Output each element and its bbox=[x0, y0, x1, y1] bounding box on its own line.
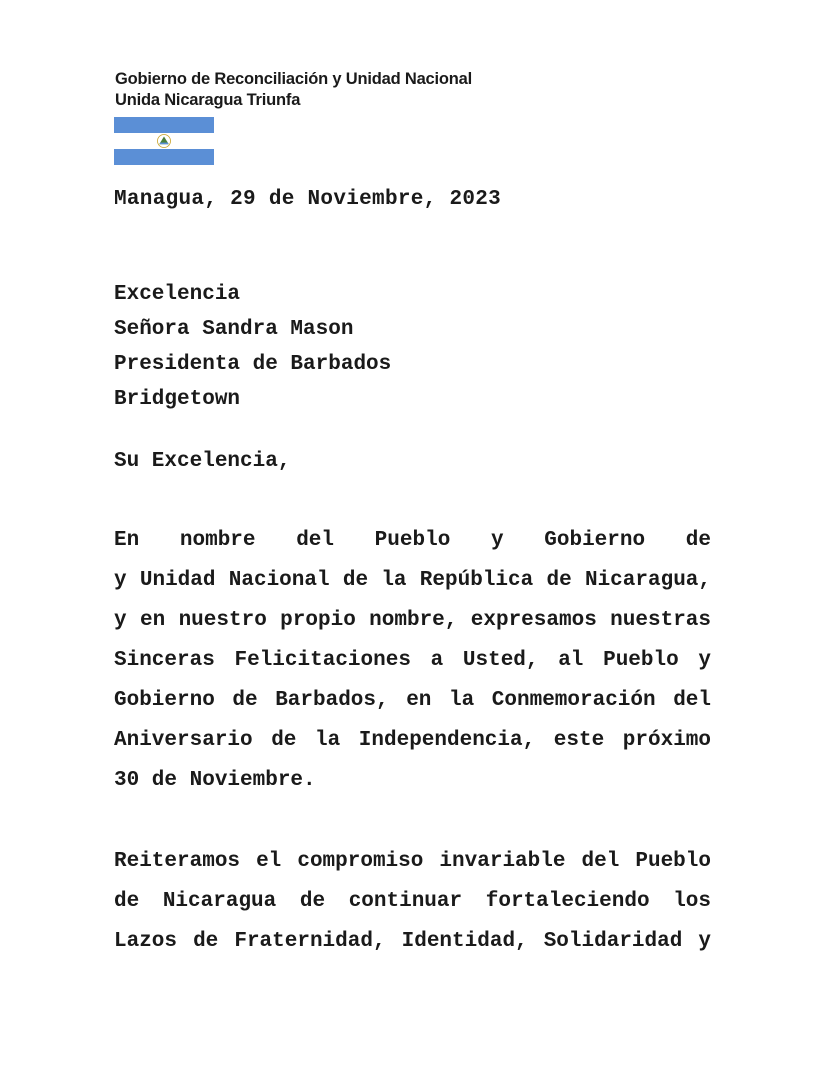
paragraph-line: Aniversario de la Independencia, este próximo bbox=[114, 729, 711, 752]
paragraph-line: de Nicaragua de continuar fortaleciendo los bbox=[114, 890, 711, 913]
salutation: Su Excelencia, bbox=[114, 450, 291, 473]
nicaragua-flag-icon bbox=[114, 117, 214, 165]
letter-date: Managua, 29 de Noviembre, 2023 bbox=[114, 188, 502, 211]
paragraph-line: Gobierno de Barbados, en la Conmemoración del bbox=[114, 689, 711, 712]
recipient-position: Presidenta de Barbados bbox=[114, 353, 392, 376]
body-paragraph-2 bbox=[114, 842, 711, 962]
recipient-title: Excelencia bbox=[114, 283, 241, 306]
paragraph-line: y en nuestro propio nombre, expresamos nuestras bbox=[114, 609, 711, 632]
paragraph-line: En nombre del Pueblo y Gobierno de bbox=[114, 529, 711, 552]
paragraph-line: 30 de Noviembre. bbox=[114, 769, 316, 792]
letterhead-line-1: Gobierno de Reconciliación y Unidad Nacional bbox=[115, 70, 473, 88]
paragraph-line: Reiteramos el compromiso invariable del Pueblo bbox=[114, 850, 711, 873]
letterhead bbox=[115, 69, 472, 111]
body-paragraph-1 bbox=[114, 521, 711, 801]
recipient-name: Señora Sandra Mason bbox=[114, 318, 354, 341]
paragraph-line: Lazos de Fraternidad, Identidad, Solidaridad y bbox=[114, 930, 711, 953]
paragraph-line: Sinceras Felicitaciones a Usted, al Pueblo y bbox=[114, 649, 711, 672]
letterhead-line-2: Unida Nicaragua Triunfa bbox=[115, 91, 301, 109]
recipient-city: Bridgetown bbox=[114, 388, 241, 411]
paragraph-line: y Unidad Nacional de la República de Nicaragua, bbox=[114, 569, 711, 592]
recipient-block bbox=[114, 277, 391, 417]
